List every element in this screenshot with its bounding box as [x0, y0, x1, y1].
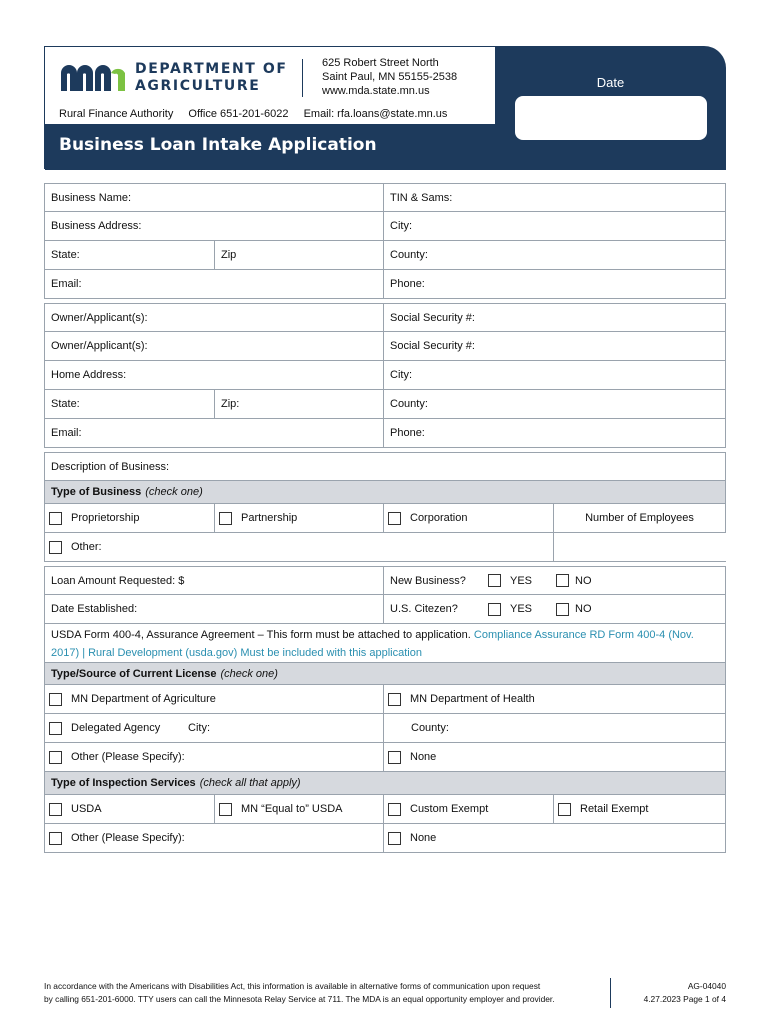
- home-address-label: Home Address:: [51, 369, 127, 381]
- row-license-other: [44, 743, 726, 772]
- address-street: 625 Robert Street North: [322, 57, 439, 69]
- new-business-yes-label: YES: [510, 574, 533, 587]
- form-header: [44, 46, 726, 170]
- business-phone-label: Phone:: [390, 278, 425, 290]
- ssn2-label: Social Security #:: [390, 340, 475, 352]
- inspection-other-label: Other (Please Specify):: [71, 832, 185, 844]
- row-inspection-1: [44, 795, 726, 824]
- ssn1-label: Social Security #:: [390, 311, 475, 324]
- row-business-type: [44, 504, 726, 533]
- mailing-address: [322, 56, 457, 98]
- section-license: [44, 662, 726, 685]
- business-other-checkbox[interactable]: [49, 541, 62, 554]
- business-state-field[interactable]: [45, 241, 215, 269]
- loan-amount-field[interactable]: [45, 567, 384, 594]
- owner-email-field[interactable]: [45, 419, 384, 447]
- new-business-label: New Business?: [390, 574, 466, 587]
- license-other-label: Other (Please Specify):: [71, 751, 185, 763]
- section-inspection: [44, 772, 726, 795]
- owner-phone-field[interactable]: [384, 419, 725, 447]
- form-id-block: [644, 980, 726, 1006]
- new-business-field: [384, 567, 725, 594]
- retail-exempt-label: Retail Exempt: [580, 803, 649, 815]
- row-description: [44, 452, 726, 481]
- option-business-other[interactable]: [45, 533, 554, 561]
- description-field[interactable]: [45, 453, 725, 480]
- citizen-no-label: NO: [575, 603, 592, 615]
- option-inspection-none[interactable]: [384, 824, 725, 852]
- usda-note-text: USDA Form 400-4, Assurance Agreement – This form must be attached to application.: [51, 629, 471, 641]
- business-city-label: City:: [390, 220, 412, 232]
- row-license-delegated: [44, 714, 726, 743]
- page-footer: [44, 980, 726, 1010]
- business-name-field[interactable]: [45, 184, 384, 211]
- home-county-field[interactable]: [384, 390, 725, 418]
- authority-name: Rural Finance Authority: [59, 108, 174, 120]
- row-inspection-2: [44, 824, 726, 853]
- row-home-state: [44, 390, 726, 419]
- business-other-label: Other:: [71, 541, 102, 553]
- option-license-none[interactable]: [384, 743, 725, 771]
- owner1-field[interactable]: [45, 304, 384, 331]
- header-info-box: [44, 46, 496, 169]
- partnership-checkbox[interactable]: [219, 512, 232, 525]
- form-id: AG-04040: [687, 981, 726, 991]
- owner2-label: Owner/Applicant(s):: [51, 340, 148, 352]
- citizen-no-checkbox[interactable]: [556, 603, 569, 616]
- ada-notice: [44, 980, 604, 1006]
- business-address-label: Business Address:: [51, 220, 142, 232]
- license-none-checkbox[interactable]: [388, 751, 401, 764]
- inspection-other-checkbox[interactable]: [49, 832, 62, 845]
- business-zip-field[interactable]: [215, 241, 384, 269]
- usda-label: USDA: [71, 803, 102, 815]
- row-license-dept: [44, 685, 726, 714]
- contact-row: [59, 108, 459, 120]
- row-date-established: [44, 595, 726, 624]
- license-none-label: None: [410, 751, 437, 763]
- option-license-other[interactable]: [45, 743, 384, 771]
- tin-field[interactable]: [384, 184, 725, 211]
- option-usda[interactable]: [45, 795, 215, 823]
- row-owner-2: [44, 332, 726, 361]
- row-business-address: [44, 212, 726, 241]
- row-owner-1: [44, 303, 726, 332]
- inspection-hint: (check all that apply): [199, 777, 301, 789]
- usda-form-link-continued[interactable]: 2017) | Rural Development (usda.gov) Must be included with this application: [51, 647, 422, 659]
- delegated-city-label: City:: [188, 722, 210, 734]
- corporation-label: Corporation: [410, 512, 468, 524]
- citizen-label: U.S. Citezen?: [390, 603, 458, 615]
- corporation-checkbox[interactable]: [388, 512, 401, 525]
- option-proprietorship[interactable]: [45, 504, 215, 532]
- date-label: Date: [596, 75, 625, 90]
- row-loan-amount: [44, 566, 726, 595]
- new-business-no-label: NO: [575, 574, 592, 587]
- business-email-label: Email:: [51, 278, 82, 290]
- title-bar: [45, 124, 496, 170]
- owner1-label: Owner/Applicant(s):: [51, 311, 148, 324]
- ssn1-field[interactable]: [384, 304, 725, 331]
- dept-name-line1: DEPARTMENT OF: [135, 61, 288, 77]
- retail-exempt-checkbox[interactable]: [558, 803, 571, 816]
- application-form: [44, 183, 726, 853]
- inspection-none-checkbox[interactable]: [388, 832, 401, 845]
- delegated-county-field[interactable]: [384, 714, 725, 742]
- row-business-email: [44, 270, 726, 299]
- mda-checkbox[interactable]: [49, 693, 62, 706]
- row-home-address: [44, 361, 726, 390]
- address-city: Saint Paul, MN 55155-2538: [322, 71, 458, 83]
- home-state-field[interactable]: [45, 390, 215, 418]
- license-hint: (check one): [220, 667, 278, 680]
- section-type-of-business: [44, 481, 726, 504]
- home-state-label: State:: [51, 398, 80, 410]
- partnership-label: Partnership: [241, 512, 298, 524]
- owner2-field[interactable]: [45, 332, 384, 360]
- delegated-county-label: County:: [411, 722, 449, 734]
- proprietorship-label: Proprietorship: [71, 512, 140, 524]
- proprietorship-checkbox[interactable]: [49, 512, 62, 525]
- mn-logo-icon: [59, 61, 127, 93]
- mda-label: MN Department of Agriculture: [71, 693, 216, 705]
- option-mda[interactable]: [45, 685, 384, 713]
- footer-divider: [610, 978, 611, 1008]
- date-box: [495, 46, 726, 170]
- home-zip-field[interactable]: [215, 390, 384, 418]
- mn-equal-checkbox[interactable]: [219, 803, 232, 816]
- address-website: www.mda.state.mn.us: [322, 85, 430, 97]
- business-county-label: County:: [390, 249, 428, 261]
- option-mdh[interactable]: [384, 685, 725, 713]
- business-email-field[interactable]: [45, 270, 384, 298]
- usda-checkbox[interactable]: [49, 803, 62, 816]
- license-other-checkbox[interactable]: [49, 751, 62, 764]
- new-business-no-checkbox[interactable]: [556, 574, 569, 587]
- usda-form-link[interactable]: Compliance Assurance RD Form 400-4 (Nov.: [473, 629, 694, 641]
- home-county-label: County:: [390, 398, 428, 410]
- option-custom-exempt[interactable]: [384, 795, 554, 823]
- new-business-yes-checkbox[interactable]: [488, 574, 501, 587]
- owner-phone-label: Phone:: [390, 427, 425, 439]
- contact-email: Email: rfa.loans@state.mn.us: [303, 108, 448, 120]
- type-of-business-hint: (check one): [145, 486, 203, 498]
- row-owner-email: [44, 419, 726, 448]
- ssn2-field[interactable]: [384, 332, 725, 360]
- business-phone-field[interactable]: [384, 270, 725, 298]
- mdh-label: MN Department of Health: [410, 693, 535, 705]
- type-of-business-heading: Type of Business: [51, 486, 142, 498]
- date-established-field[interactable]: [45, 595, 384, 623]
- usda-note: [44, 624, 726, 662]
- header-divider: [302, 59, 303, 97]
- row-business-other: [44, 533, 726, 562]
- citizen-yes-checkbox[interactable]: [488, 603, 501, 616]
- row-business-name: [44, 183, 726, 212]
- home-address-field[interactable]: [45, 361, 384, 389]
- mda-logo: [59, 61, 289, 97]
- option-mn-equal[interactable]: [215, 795, 384, 823]
- date-established-label: Date Established:: [51, 603, 138, 615]
- home-city-field[interactable]: [384, 361, 725, 389]
- home-zip-label: Zip:: [221, 398, 240, 410]
- business-state-label: State:: [51, 249, 80, 261]
- inspection-none-label: None: [410, 832, 437, 844]
- office-phone: Office 651-201-6022: [188, 108, 289, 120]
- citizen-yes-label: YES: [510, 603, 533, 615]
- description-label: Description of Business:: [51, 460, 169, 473]
- option-inspection-other[interactable]: [45, 824, 384, 852]
- custom-exempt-label: Custom Exempt: [410, 803, 489, 815]
- option-delegated[interactable]: [45, 714, 384, 742]
- employees-field[interactable]: [554, 504, 725, 532]
- business-city-field[interactable]: [384, 212, 725, 240]
- business-name-label: Business Name:: [51, 191, 132, 204]
- delegated-checkbox[interactable]: [49, 722, 62, 735]
- date-field[interactable]: [515, 96, 707, 140]
- delegated-label: Delegated Agency: [71, 722, 161, 734]
- option-retail-exempt[interactable]: [554, 795, 725, 823]
- home-city-label: City:: [390, 369, 412, 381]
- owner-email-label: Email:: [51, 427, 82, 439]
- option-partnership[interactable]: [215, 504, 384, 532]
- license-heading: Type/Source of Current License: [51, 667, 217, 680]
- dept-name-line2: AGRICULTURE: [135, 78, 261, 94]
- mn-equal-label: MN “Equal to” USDA: [241, 803, 343, 815]
- page-title: Business Loan Intake Application: [59, 135, 377, 155]
- option-corporation[interactable]: [384, 504, 554, 532]
- citizen-field: [384, 595, 725, 623]
- ada-notice-line2: by calling 651-201-6000. TTY users can call the Minnesota Relay Service at 711. The MDA is an equal opportunity employer and provider.: [44, 994, 555, 1004]
- ada-notice-line1: In accordance with the Americans with Disabilities Act, this information is available in alternative forms of communication upon request: [44, 981, 541, 991]
- mdh-checkbox[interactable]: [388, 693, 401, 706]
- row-business-state: [44, 241, 726, 270]
- business-county-field[interactable]: [384, 241, 725, 269]
- tin-label: TIN & Sams:: [390, 191, 453, 204]
- inspection-heading: Type of Inspection Services: [51, 777, 196, 789]
- form-date-page: 4.27.2023 Page 1 of 4: [643, 994, 726, 1004]
- employees-label: Number of Employees: [585, 512, 694, 524]
- loan-amount-label: Loan Amount Requested: $: [51, 574, 185, 587]
- custom-exempt-checkbox[interactable]: [388, 803, 401, 816]
- business-address-field[interactable]: [45, 212, 384, 240]
- business-zip-label: Zip: [221, 249, 237, 261]
